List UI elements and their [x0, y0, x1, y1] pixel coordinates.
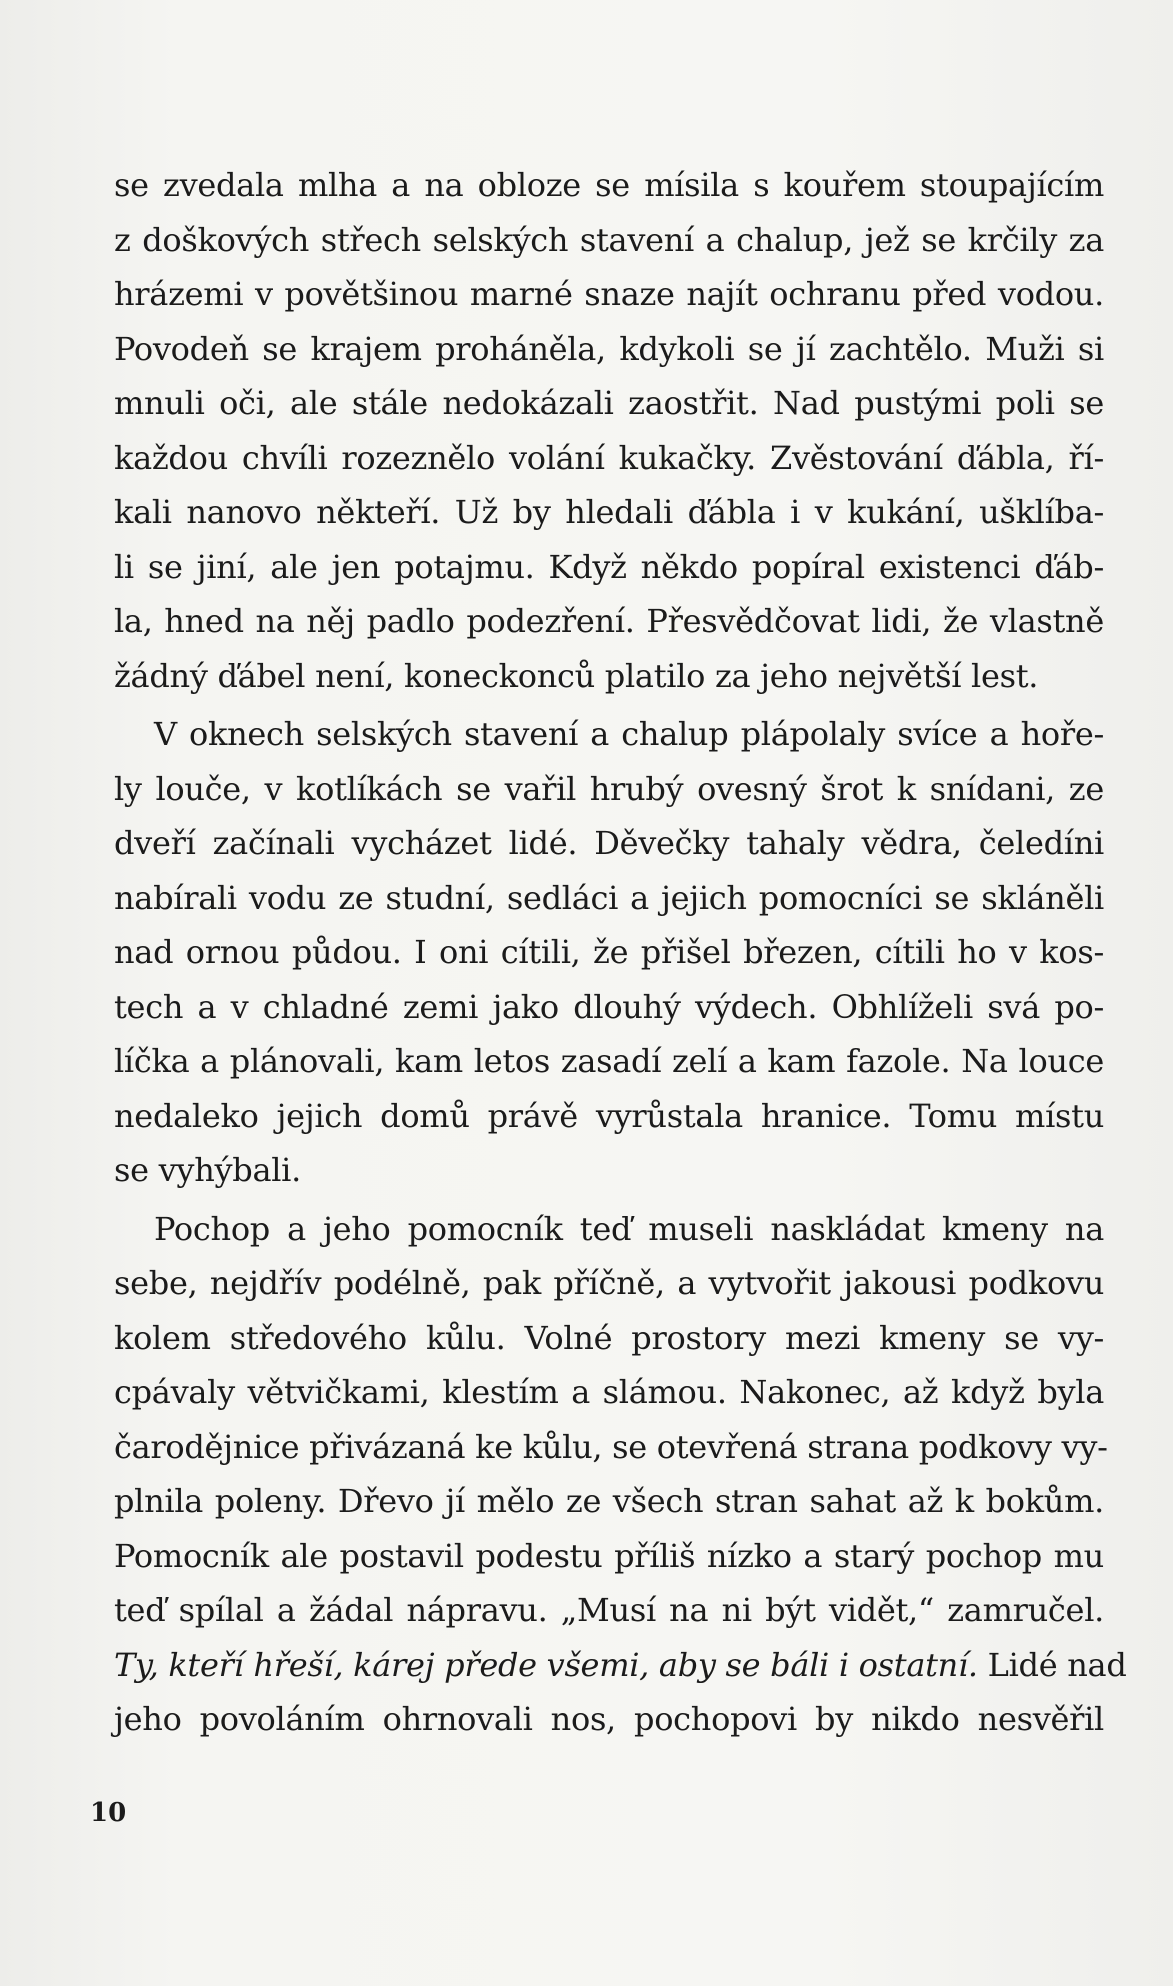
text-line: li se jiní, ale jen potajmu. Když někdo popíral existenci ďáb-	[114, 547, 1104, 586]
text-line: Pochop a jeho pomocník teď museli naskládat kmeny na	[154, 1209, 1104, 1248]
paragraph-1	[114, 158, 1104, 703]
page-number: 10	[90, 1798, 127, 1828]
text-line: ly louče, v kotlíkách se vařil hrubý ovesný šrot k snídani, ze	[114, 769, 1104, 808]
text-line: nabírali vodu ze studní, sedláci a jejich pomocníci se skláněli	[114, 878, 1104, 917]
text-line-with-italic	[114, 1638, 1127, 1693]
text-line: se vyhýbali.	[114, 1151, 301, 1189]
body-text	[114, 158, 1127, 1747]
text-line: čarodějnice přivázaná ke kůlu, se otevřená strana podkovy vy-	[114, 1427, 1108, 1466]
text-line: nedaleko jejich domů právě vyrůstala hranice. Tomu místu	[114, 1096, 1104, 1135]
text-line: z doškových střech selských stavení a chalup, jež se krčily za	[114, 220, 1104, 259]
text-line: mnuli oči, ale stále nedokázali zaostřit. Nad pustými poli se	[114, 384, 1104, 422]
italic-quote: Ty, kteří hřeší, kárej přede všemi, aby se báli i ostatní.	[114, 1645, 978, 1684]
text-line: cpávaly větvičkami, klestím a slámou. Nakonec, až když byla	[114, 1373, 1104, 1411]
text-line: sebe, nejdřív podélně, pak příčně, a vytvořit jakousi podkovu	[114, 1264, 1104, 1302]
text-line: Pomocník ale postavil podestu příliš nízko a starý pochop mu	[114, 1536, 1104, 1575]
text-line: hrázemi v povětšinou marné snaze najít ochranu před vodou.	[114, 275, 1104, 313]
text-line: každou chvíli rozeznělo volání kukačky. Zvěstování ďábla, ří-	[114, 438, 1104, 477]
paragraph-2	[114, 707, 1104, 1198]
text-line: nad ornou půdou. I oni cítili, že přišel březen, cítili ho v kos-	[114, 933, 1104, 971]
text-line: žádný ďábel není, koneckonců platilo za jeho největší lest.	[114, 656, 1039, 695]
text-line: kolem středového kůlu. Volné prostory mezi kmeny se vy-	[114, 1318, 1104, 1357]
paragraph-3	[114, 1202, 1127, 1747]
text-line: kali nanovo někteří. Už by hledali ďábla i v kukání, ušklíba-	[114, 493, 1104, 531]
text-line: teď spílal a žádal nápravu. „Musí na ni být vidět,“ zamručel.	[114, 1591, 1104, 1629]
text-fragment: Lidé nad	[977, 1645, 1127, 1684]
text-line: dveří začínali vycházet lidé. Děvečky tahaly vědra, čeledíni	[114, 824, 1104, 862]
text-line: Povodeň se krajem proháněla, kdykoli se jí zachtělo. Muži si	[114, 329, 1104, 368]
text-line: plnila poleny. Dřevo jí mělo ze všech stran sahat až k bokům.	[114, 1482, 1104, 1520]
text-line: jeho povoláním ohrnovali nos, pochopovi by nikdo nesvěřil	[114, 1700, 1104, 1738]
text-line: la, hned na něj padlo podezření. Přesvědčovat lidi, že vlastně	[114, 602, 1104, 640]
text-line: se zvedala mlha a na obloze se mísila s kouřem stoupajícím	[114, 166, 1104, 204]
text-line: V oknech selských stavení a chalup plápolaly svíce a hoře-	[154, 715, 1104, 753]
text-line: tech a v chladné zemi jako dlouhý výdech. Obhlíželi svá po-	[114, 987, 1104, 1026]
text-line: líčka a plánovali, kam letos zasadí zelí a kam fazole. Na louce	[114, 1042, 1104, 1080]
